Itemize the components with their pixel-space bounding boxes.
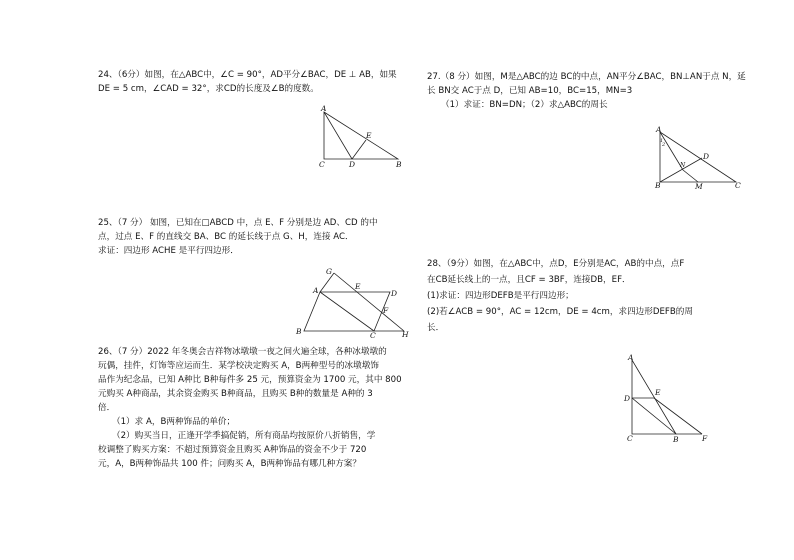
q24-label-b: B: [396, 160, 402, 169]
q25-line-3: 求证：四边形 ACHE 是平行四边形．: [98, 246, 239, 256]
q27-label-n: N: [680, 162, 686, 169]
q24-line-1: 24、（6分）如图，在△ABC中，∠C = 90°，AD平分∠BAC，DE ⊥ AB，如果: [98, 70, 397, 80]
q25-label-d: D: [391, 289, 398, 298]
q27-segment-nm: [683, 170, 698, 182]
q25-line-2: 点，过点 E、F 的直线交 BA、BC 的延长线于点 G、H，连接 AC．: [98, 232, 354, 242]
q24-line-2: DE = 5 cm，∠CAD = 32°，求CD的长度及∠B的度数。: [98, 84, 319, 94]
q26-line-4: 元购买 A种商品，其余资金购买 B种商品，且购买 B种的数量是 A种的 3: [98, 389, 373, 399]
q24-label-e: E: [366, 131, 372, 140]
q25-label-e: E: [355, 282, 361, 291]
q27-figure: [650, 124, 746, 190]
q24-label-d: D: [349, 160, 356, 169]
q25-label-f: F: [383, 306, 389, 315]
q28-line-4: (2)若∠ACB = 90°，AC = 12cm，DE = 4cm，求四边形DEFB的周: [427, 307, 693, 317]
q27-label-d: D: [703, 152, 710, 161]
q25-label-a: A: [313, 286, 319, 295]
q28-label-e: E: [655, 388, 661, 397]
q27-label-m: M: [695, 182, 703, 190]
q26-line-2: 玩偶，挂件，灯饰等应运而生．某学校决定购买 A，B两种型号的冰墩墩饰: [98, 361, 379, 371]
q28-label-d: D: [624, 394, 631, 403]
q24-figure: [312, 104, 412, 170]
q27-triangle: [660, 132, 736, 182]
q24-label-c: C: [319, 160, 325, 169]
q27-line-2: 长 BN交 AC于点 D，已知 AB=10，BC=15，MN=3: [427, 86, 633, 96]
q28-figure: [618, 352, 718, 448]
q27-label-c: C: [735, 181, 741, 190]
q25-line-1: 25、（7 分） 如图，已知在□ABCD 中，点 E、F 分别是边 AD、CD 的中: [98, 218, 378, 228]
q27-label-2: 2: [662, 142, 666, 148]
q24-triangle: [324, 112, 398, 159]
q25-label-g: G: [326, 267, 332, 276]
q28-line-5: 长．: [427, 323, 445, 333]
question-28: [427, 256, 693, 336]
q28-line-3: (1)求证：四边形DEFB是平行四边形；: [427, 291, 574, 301]
q28-label-b: B: [673, 435, 679, 444]
q27-sub: （1）求证：BN=DN；（2）求△ABC的周长: [441, 100, 608, 110]
q24-label-a: A: [321, 104, 327, 113]
q28-segment-ef: [654, 398, 702, 434]
q26-sub-1: （1）求 A，B两种饰品的单价；: [112, 417, 236, 427]
q25-label-b: B: [296, 327, 302, 336]
q27-line-1: 27.（8 分）如图，M是△ABC的边 BC的中点，AN平分∠BAC，BN⊥AN于点 N，延: [427, 72, 746, 82]
q26-sub-3: 校调整了购买方案：不超过预算资金且购买 A种饰品的资金不少于 720: [98, 445, 367, 455]
q26-line-1: 26、（7 分）2022 年冬奥会吉祥物冰墩墩一夜之间火遍全球，各种冰墩墩的: [98, 347, 387, 357]
question-26: [98, 345, 402, 471]
q27-label-a: A: [656, 125, 662, 134]
q28-label-f: F: [702, 434, 708, 443]
q27-label-1: 1: [660, 138, 664, 144]
q28-line-2: 在CB延长线上的一点，且CF = 3BF，连接DB，EF．: [427, 275, 631, 285]
question-24: [98, 68, 397, 96]
question-25: [98, 216, 378, 258]
q25-segment-ac: [320, 292, 374, 331]
q28-line-1: 28、（9分）如图，在△ABC中，点D，E分别是AC，AB的中点，点F: [427, 259, 685, 269]
q25-figure: [292, 266, 412, 338]
q25-label-c: C: [370, 331, 376, 338]
q25-label-h: H: [402, 330, 409, 338]
question-27: [427, 70, 746, 112]
q26-line-5: 倍．: [98, 403, 116, 413]
q28-segment-db: [632, 398, 676, 434]
q27-label-b: B: [655, 181, 661, 190]
q24-segment-de: [352, 140, 366, 159]
q28-triangle: [632, 360, 676, 434]
q28-label-a: A: [628, 353, 634, 362]
q28-label-c: C: [627, 434, 633, 443]
q26-sub-4: 元，A，B两种饰品共 100 件；问购买 A，B两种饰品有哪几种方案？: [98, 459, 361, 469]
q26-line-3: 品作为纪念品，已知 A种比 B种每件多 25 元，预算资金为 1700 元，其中 800: [98, 375, 402, 385]
q25-line-gh: [334, 273, 404, 331]
q26-sub-2: （2）购买当日，正逢开学季搞促销，所有商品均按原价八折销售，学: [112, 431, 376, 441]
q24-segment-ad: [324, 112, 352, 159]
